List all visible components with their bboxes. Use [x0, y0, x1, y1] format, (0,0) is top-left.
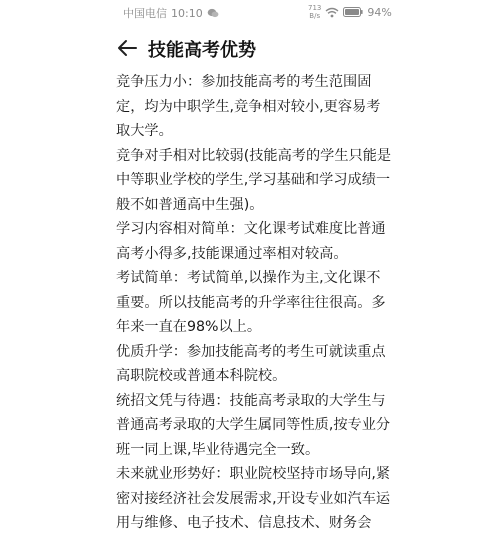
status-left — [123, 5, 219, 21]
paragraph-competition: 竞争压力小：参加技能高考的考生范围固定，均为中职学生,竞争相对较小,更容易考取大学。 — [116, 74, 381, 139]
network-speed — [308, 4, 321, 20]
page-title: 技能高考优势 — [148, 40, 256, 61]
paragraph-exam: 考试简单：考试简单,以操作为主,文化课不重要。所以技能高考的升学率往往很高。多年来一直在98%以上。 — [116, 270, 386, 335]
arrow-left-icon — [117, 39, 137, 57]
network-speed-unit: B/s — [309, 12, 321, 20]
status-bar — [0, 0, 500, 26]
paragraph-employment: 未来就业形势好：职业院校坚持市场导向,紧密对接经济社会发展需求,开设专业如汽车运用与维修、电子技术、信息技术、财务会 — [116, 466, 391, 531]
carrier-label: 中国电信 — [123, 7, 167, 20]
paragraph-rivals: 竞争对手相对比较弱(技能高考的学生只能是中等职业学校的学生,学习基础和学习成绩一般不如普通高中生强)。 — [116, 147, 392, 213]
clock: 10:10 — [171, 6, 203, 20]
status-right — [308, 4, 392, 20]
paragraph-diploma: 统招文凭与待遇：技能高考录取的大学生与普通高考录取的大学生属同等性质,按专业分班一同上课,毕业待遇完全一致。 — [116, 392, 391, 458]
wifi-icon — [325, 7, 339, 18]
chat-bubble-icon — [207, 8, 219, 19]
back-button[interactable] — [114, 35, 140, 61]
paragraph-admission: 优质升学：参加技能高考的考生可就读重点高职院校或普通本科院校。 — [116, 343, 386, 384]
network-speed-value: 713 — [308, 4, 322, 12]
battery-icon — [343, 7, 363, 17]
article-body — [116, 70, 394, 536]
header — [0, 28, 500, 68]
paragraph-content: 学习内容相对简单：文化课考试难度比普通高考小得多,技能课通过率相对较高。 — [116, 221, 386, 262]
battery-percent: 94% — [367, 5, 392, 19]
